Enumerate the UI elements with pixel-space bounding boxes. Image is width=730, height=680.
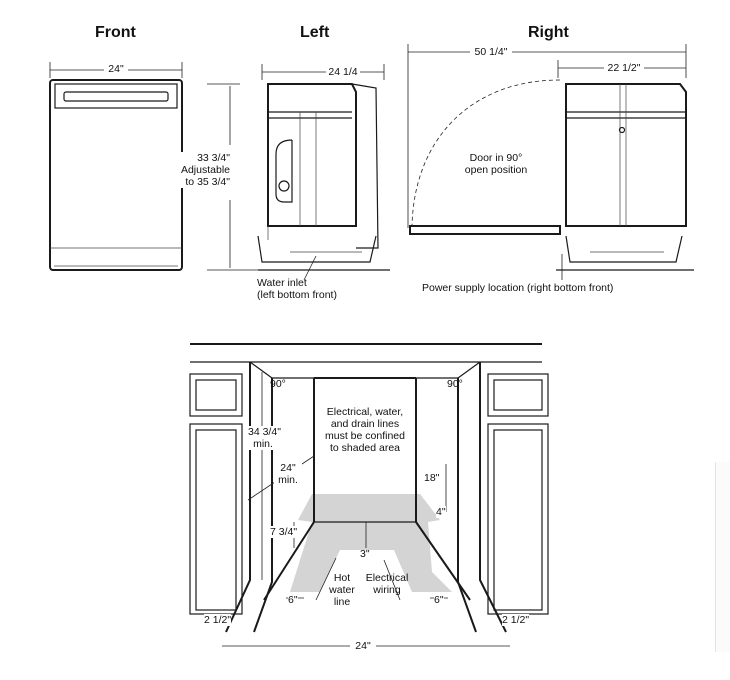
hot-water-label-1: Hot	[333, 572, 351, 584]
right-depth-label: 22 1/2"	[604, 62, 644, 74]
height-label-3: to 35 3/4"	[174, 176, 230, 188]
cutout-width-label-1: 24"	[274, 462, 302, 474]
angle-right-label: 90°	[447, 378, 463, 390]
left-side-view-dishwasher	[207, 64, 390, 280]
hot-water-label-3: line	[333, 596, 351, 608]
dim-4-label: 4"	[436, 506, 446, 518]
cutout-width-label-2: min.	[274, 474, 302, 486]
open-depth-label: 50 1/4"	[470, 46, 512, 58]
dim-24-bottom-label: 24"	[350, 640, 376, 652]
dim-3-label: 3"	[360, 548, 370, 560]
cabinet-cutout-plan	[190, 344, 548, 646]
angle-left-label: 90°	[270, 378, 286, 390]
dim-2-1-2-left-label: 2 1/2"	[204, 614, 232, 626]
right-view-title: Right	[528, 24, 569, 41]
dim-6-left-label: 6"	[288, 594, 298, 606]
front-view-dishwasher	[50, 62, 182, 270]
door-open-label-1: Door in 90°	[469, 152, 523, 164]
shaded-note-4: to shaded area	[329, 442, 401, 454]
cutout-height-label-1: 34 3/4"	[248, 426, 281, 438]
front-view-title: Front	[95, 24, 136, 41]
right-side-view-dishwasher	[408, 44, 694, 280]
left-depth-label: 24 1/4	[326, 66, 360, 78]
water-inlet-label-1: Water inlet	[257, 277, 307, 289]
left-view-title: Left	[300, 24, 330, 41]
dim-2-1-2-right-label: 2 1/2"	[502, 614, 530, 626]
height-label-1: 33 3/4"	[174, 152, 230, 164]
hot-water-label-2: water	[329, 584, 355, 596]
height-label-2: Adjustable	[174, 164, 230, 176]
shaded-note-3: must be confined	[325, 430, 405, 442]
scroll-edge[interactable]	[715, 462, 730, 652]
dim-6-right-label: 6"	[434, 594, 444, 606]
shaded-note-1: Electrical, water,	[326, 406, 404, 418]
front-width-label: 24"	[104, 63, 128, 75]
shaded-note-2: and drain lines	[330, 418, 400, 430]
water-inlet-label-2: (left bottom front)	[257, 289, 337, 301]
electrical-wiring-label-2: wiring	[373, 584, 401, 596]
dim-7-3-4-label: 7 3/4"	[270, 526, 298, 538]
electrical-wiring-label-1: Electrical	[365, 572, 409, 584]
cutout-height-label-2: min.	[248, 438, 278, 450]
door-open-label-2: open position	[464, 164, 528, 176]
dim-18-label: 18"	[424, 472, 440, 484]
power-supply-label: Power supply location (right bottom front)	[422, 282, 614, 294]
